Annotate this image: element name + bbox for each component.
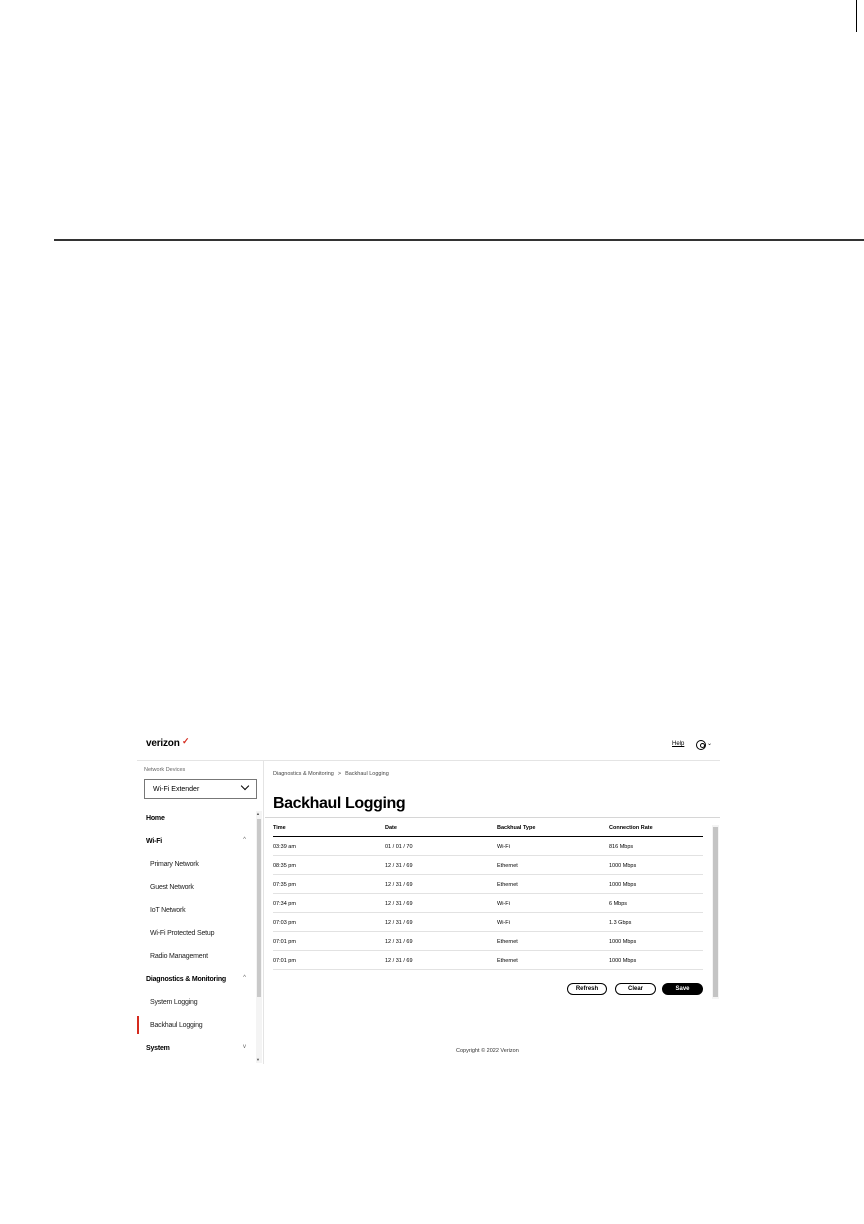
main-content <box>265 761 720 1064</box>
save-button[interactable]: Save <box>662 983 703 995</box>
page-title: Backhaul Logging <box>273 795 406 812</box>
sidebar-item-diagnostics-monitoring[interactable] <box>137 968 256 991</box>
device-selector[interactable] <box>144 779 257 799</box>
sidebar-item-label: Wi-Fi <box>146 838 163 845</box>
breadcrumb-current: Backhaul Logging <box>345 771 389 777</box>
sidebar-item-wi-fi[interactable] <box>137 830 256 853</box>
table-cell: Wi-Fi <box>497 920 510 926</box>
sidebar-item-radio-management[interactable] <box>137 945 256 968</box>
chevron-up-icon[interactable]: ^ <box>243 975 246 981</box>
column-header[interactable]: Time <box>273 825 286 831</box>
table-scrollbar[interactable] <box>712 825 719 999</box>
document-divider <box>54 239 864 241</box>
table-cell: 07:01 pm <box>273 939 296 945</box>
table-cell: 1.3 Gbps <box>609 920 632 926</box>
table-cell: 07:34 pm <box>273 901 296 907</box>
table-row <box>273 932 703 951</box>
device-selector-label: Network Devices <box>144 767 186 773</box>
chevron-down-icon[interactable]: ⌄ <box>707 741 713 747</box>
table-cell: 1000 Mbps <box>609 958 637 964</box>
table-row <box>273 894 703 913</box>
sidebar-scrollbar[interactable] <box>256 811 262 1063</box>
breadcrumb <box>273 771 389 777</box>
table-cell: 12 / 31 / 69 <box>385 958 413 964</box>
table-header-row <box>273 823 703 837</box>
table-row <box>273 856 703 875</box>
table-cell: 12 / 31 / 69 <box>385 863 413 869</box>
page-corner-mark <box>856 0 857 32</box>
table-row <box>273 951 703 970</box>
table-cell: Ethernet <box>497 958 518 964</box>
sidebar-item-wi-fi-protected-setup[interactable] <box>137 922 256 945</box>
sidebar-item-system[interactable] <box>137 1037 256 1060</box>
table-cell: 07:35 pm <box>273 882 296 888</box>
table-cell: Wi-Fi <box>497 844 510 850</box>
breadcrumb-parent[interactable]: Diagnostics & Monitoring <box>273 771 334 777</box>
sidebar-scrollbar-thumb[interactable] <box>257 819 261 997</box>
column-header[interactable]: Connection Rate <box>609 825 653 831</box>
chevron-up-icon[interactable]: ^ <box>243 837 246 843</box>
sidebar-item-primary-network[interactable] <box>137 853 256 876</box>
table-cell: Ethernet <box>497 863 518 869</box>
breadcrumb-separator-icon: > <box>337 771 342 777</box>
backhaul-log-table <box>273 823 703 970</box>
table-cell: 07:01 pm <box>273 958 296 964</box>
sidebar-item-home[interactable] <box>137 807 256 830</box>
sidebar-item-guest-network[interactable] <box>137 876 256 899</box>
title-divider <box>265 817 720 818</box>
device-selector-value: Wi-Fi Extender <box>153 786 200 793</box>
router-ui-screenshot <box>137 728 720 1064</box>
refresh-button[interactable]: Refresh <box>567 983 607 995</box>
top-header <box>137 728 720 761</box>
table-cell: 03:39 am <box>273 844 296 850</box>
sidebar-item-label: Primary Network <box>150 861 199 868</box>
scroll-up-arrow-icon[interactable]: ▲ <box>256 811 260 816</box>
sidebar-item-system-logging[interactable] <box>137 991 256 1014</box>
table-scrollbar-thumb[interactable] <box>713 827 718 997</box>
sidebar-item-label: System <box>146 1045 170 1052</box>
table-cell: 1000 Mbps <box>609 863 637 869</box>
sidebar-item-label: Guest Network <box>150 884 194 891</box>
table-cell: Wi-Fi <box>497 901 510 907</box>
column-header[interactable]: Date <box>385 825 397 831</box>
column-header[interactable]: Backhual Type <box>497 825 536 831</box>
sidebar-item-backhaul-logging[interactable] <box>137 1014 256 1037</box>
table-cell: 08:35 pm <box>273 863 296 869</box>
table-cell: 12 / 31 / 69 <box>385 939 413 945</box>
table-cell: 12 / 31 / 69 <box>385 920 413 926</box>
sidebar-item-label: System Logging <box>150 999 198 1006</box>
sidebar-item-label: Radio Management <box>150 953 208 960</box>
table-cell: 07:03 pm <box>273 920 296 926</box>
sidebar-item-label: Wi-Fi Protected Setup <box>150 930 215 937</box>
sidebar-item-iot-network[interactable] <box>137 899 256 922</box>
table-cell: 6 Mbps <box>609 901 628 907</box>
table-row <box>273 913 703 932</box>
table-cell: 01 / 01 / 70 <box>385 844 413 850</box>
chevron-down-icon[interactable]: v <box>243 1044 246 1050</box>
table-cell: 12 / 31 / 69 <box>385 901 413 907</box>
sidebar-item-label: Home <box>146 815 165 822</box>
verizon-checkmark-icon: ✓ <box>182 736 190 746</box>
sidebar-item-label: Diagnostics & Monitoring <box>146 976 226 983</box>
sidebar-nav <box>137 807 256 1060</box>
table-cell: Ethernet <box>497 882 518 888</box>
table-cell: Ethernet <box>497 939 518 945</box>
user-account-icon[interactable] <box>696 740 706 750</box>
table-cell: 12 / 31 / 69 <box>385 882 413 888</box>
sidebar-item-label: Backhaul Logging <box>150 1022 203 1029</box>
clear-button[interactable]: Clear <box>615 983 656 995</box>
verizon-logo[interactable]: verizon <box>146 738 180 749</box>
sidebar <box>137 761 264 1064</box>
table-cell: 816 Mbps <box>609 844 634 850</box>
scroll-down-arrow-icon[interactable]: ▼ <box>256 1057 260 1062</box>
copyright-text: Copyright © 2022 Verizon <box>456 1048 519 1054</box>
help-link[interactable]: Help <box>672 741 685 747</box>
table-row <box>273 875 703 894</box>
table-row <box>273 837 703 856</box>
chevron-down-icon <box>241 782 249 790</box>
table-cell: 1000 Mbps <box>609 939 637 945</box>
sidebar-item-label: IoT Network <box>150 907 186 914</box>
table-cell: 1000 Mbps <box>609 882 637 888</box>
